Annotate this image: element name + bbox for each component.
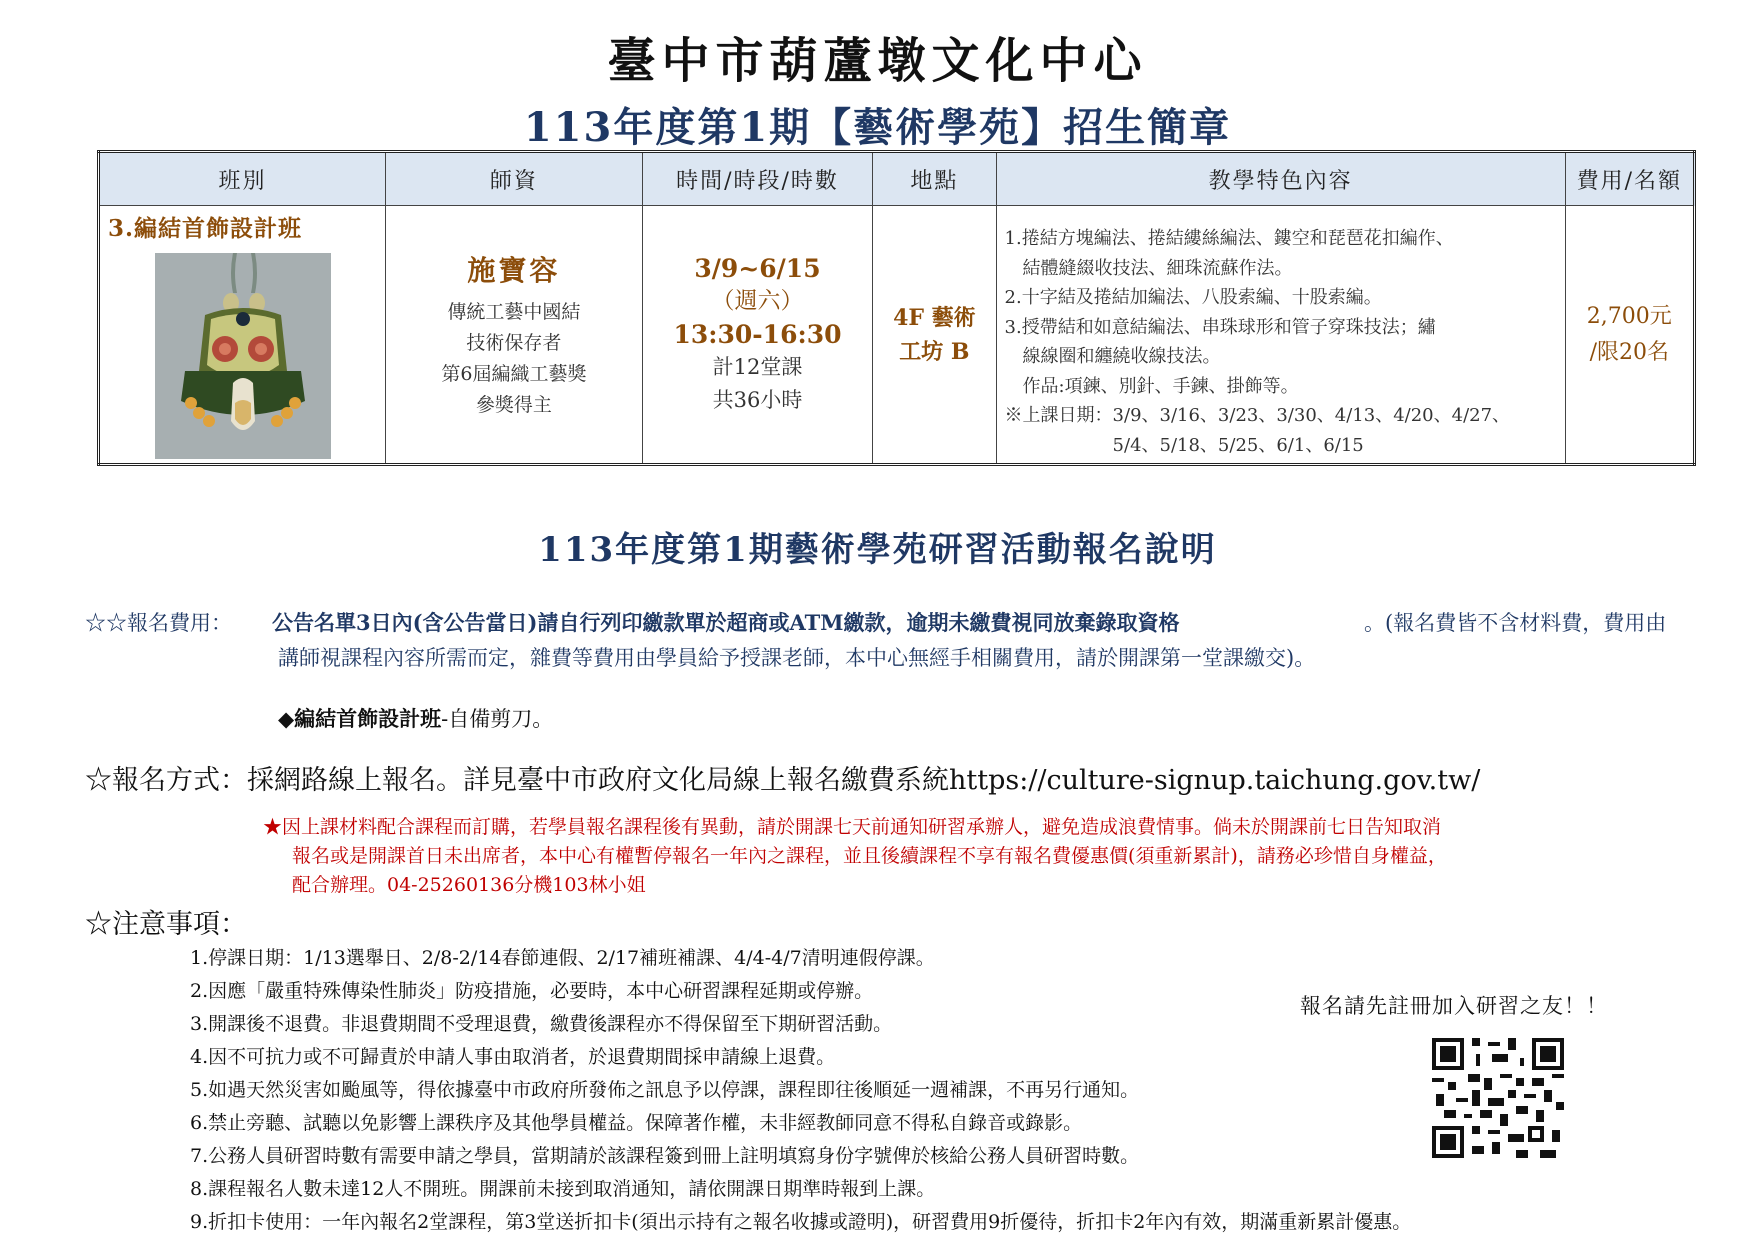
- feature-line: 3.授帶結和如意結編法、串珠球形和管子穿珠技法；繡: [1004, 316, 1436, 338]
- notice-item: 4.因不可抗力或不可歸責於申請人事由取消者，於退費期間採申請線上退費。: [190, 1046, 836, 1068]
- place-cell: [873, 206, 996, 465]
- warning-line: 報名或是開課首日未出席者，本中心有權暫停報名一年內之課程，並且後續課程不享有報名費優惠價(須重新累計)，請務必珍惜自身權益，: [292, 845, 1447, 867]
- notice-item: 3.開課後不退費。非退費期間不受理退費，繳費後課程亦不得保留至下期研習活動。: [190, 1013, 893, 1035]
- material-item: -自備剪刀。: [441, 707, 554, 731]
- notice-item: 1.停課日期：1/13選舉日、2/8-2/14春節連假、2/17補班補課、4/4-4/7清明連假停課。: [190, 947, 935, 969]
- feature-line: 作品:項鍊、別針、手鍊、掛飾等。: [1004, 375, 1299, 397]
- place-line: 4F 藝術: [893, 304, 976, 331]
- feature-line: 5/4、5/18、5/25、6/1、6/15: [1004, 434, 1364, 456]
- teacher-credential: 技術保存者: [466, 331, 562, 354]
- fee-note: 。(報名費皆不含材料費，費用由: [1364, 611, 1667, 635]
- teacher-credential: 傳統工藝中國結: [447, 300, 581, 323]
- org-title: 臺中市葫蘆墩文化中心: [607, 33, 1148, 89]
- header-teacher: 師資: [386, 152, 643, 206]
- feature-line: 2.十字結及捲結加編法、八股索編、十股索編。: [1004, 287, 1382, 308]
- course-total-hours: 共36小時: [712, 388, 803, 412]
- notice-item: 8.課程報名人數未達12人不開班。開課前未接到取消通知，請依開課日期準時報到上課。: [190, 1178, 936, 1200]
- warning-line: 配合辦理。04-25260136分機103林小姐: [292, 874, 646, 896]
- macrame-owl-necklace-photo: [155, 253, 331, 459]
- notice-item: 9.折扣卡使用：一年內報名2堂課程，第3堂送折扣卡(須出示持有之報名收據或證明)，研習費用9折優待，折扣卡2年內有效，期滿重新累計優惠。: [190, 1211, 1412, 1233]
- course-quota: /限20名: [1589, 339, 1669, 365]
- header-features: 教學特色內容: [996, 152, 1565, 206]
- material-class: ◆編結首飾設計班: [278, 706, 442, 731]
- notice-title: ☆注意事項：: [85, 909, 247, 940]
- material-note: [278, 703, 553, 733]
- section-title: 113年度第1期藝術學苑研習活動報名說明: [538, 530, 1217, 570]
- teacher-credential: 參獎得主: [475, 393, 552, 416]
- fee-note: 講師視課程內容所需而定，雜費等費用由學員給予授課老師，本中心無經手相關費用，請於開課第一堂課繳交)。: [278, 646, 1316, 670]
- course-hours: 13:30-16:30: [673, 320, 842, 349]
- table-header-row: [99, 152, 1695, 206]
- header-fee: 費用/名額: [1565, 152, 1694, 206]
- notice-item: 5.如遇天然災害如颱風等，得依據臺中市政府所發佈之訊息予以停課，課程即往後順延一週補課，不再另行通知。: [190, 1079, 1140, 1101]
- signup-method: ☆報名方式：採網路線上報名。詳見臺中市政府文化局線上報名繳費系統https://culture-signup.taichung.gov.tw/: [85, 765, 1481, 796]
- class-cell: [99, 206, 386, 465]
- header-time: 時間/時段/時數: [642, 152, 872, 206]
- feature-line: 線線圈和纏繞收線技法。: [1004, 346, 1221, 367]
- features-cell: [996, 206, 1565, 465]
- teacher-name: 施寶容: [467, 253, 561, 287]
- notice-item: 2.因應「嚴重特殊傳染性肺炎」防疫措施，必要時，本中心研習課程延期或停辦。: [190, 980, 874, 1002]
- member-signup-text: 報名請先註冊加入研習之友！！: [1300, 994, 1608, 1018]
- class-name: 3.編結首飾設計班: [108, 215, 303, 242]
- place-line: 工坊 B: [899, 338, 970, 365]
- course-dates: 3/9~6/15: [694, 254, 821, 283]
- notice-item: 7.公務人員研習時數有需要申請之學員，當期請於該課程簽到冊上註明填寫身份字號俾於核給公務人員研習時數。: [190, 1145, 1140, 1167]
- course-weekday: （週六）: [711, 288, 804, 314]
- notice-item: 6.禁止旁聽、試聽以免影響上課秩序及其他學員權益。保障著作權，未非經教師同意不得私自錄音或錄影。: [190, 1112, 1083, 1134]
- course-fee: 2,700元: [1586, 303, 1672, 329]
- feature-line: 結體縫綴收技法、細珠流蘇作法。: [1004, 257, 1293, 279]
- teacher-cell: [386, 206, 643, 465]
- header-place: 地點: [873, 152, 996, 206]
- fee-payment-rule: 公告名單3日內(含公告當日)請自行列印繳款單於超商或ATM繳款，逾期未繳費視同放棄錄取資格: [272, 610, 1180, 635]
- fee-label: ☆☆報名費用：: [85, 611, 232, 635]
- feature-line: 1.捲結方塊編法、捲結縷絲編法、鏤空和琵琶花扣編作、: [1004, 228, 1454, 249]
- header-class: 班別: [99, 152, 386, 206]
- fee-cell: [1565, 206, 1694, 465]
- table-row: [99, 206, 1695, 465]
- course-table: [97, 150, 1696, 466]
- qr-code-icon[interactable]: [1432, 1038, 1564, 1158]
- feature-line: ※上課日期：3/9、3/16、3/23、3/30、4/13、4/20、4/27、: [1004, 405, 1511, 426]
- time-cell: [642, 206, 872, 465]
- teacher-credential: 第6屆編織工藝獎: [441, 362, 587, 385]
- warning-line: ★因上課材料配合課程而訂購，若學員報名課程後有異動，請於開課七天前通知研習承辦人，避免造成浪費情事。倘未於開課前七日告知取消: [263, 816, 1442, 838]
- course-lessons: 計12堂課: [712, 355, 803, 379]
- page-title: 113年度第1期【藝術學苑】招生簡章: [523, 104, 1232, 151]
